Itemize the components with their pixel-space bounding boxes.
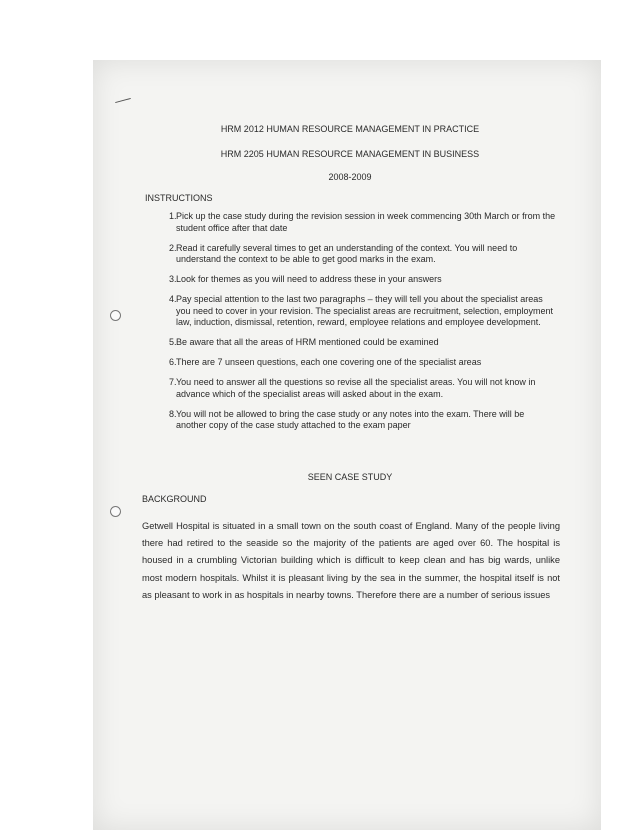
background-heading: BACKGROUND <box>142 494 207 504</box>
instruction-number: 8. <box>169 408 177 419</box>
document-content <box>140 124 560 614</box>
instruction-number: 2. <box>169 242 177 253</box>
instructions-list <box>140 211 560 432</box>
case-study-title: SEEN CASE STUDY <box>307 471 393 482</box>
instruction-text: Look for themes as you will need to address these in your answers <box>176 274 442 284</box>
instruction-item <box>140 211 560 234</box>
instruction-number: 7. <box>169 377 177 387</box>
instruction-item <box>140 357 560 369</box>
background-paragraph: Getwell Hospital is situated in a small town on the south coast of England. Many of the people living there had retired to the seaside so the majority of the patients are aged over 60. The hospital is housed in a crumbling Victorian building which is difficult to keep clean and has big wards, unlike most modern hospitals. Whilst it is pleasant living by the sea in the summer, the hospital itself is not as pleasant to work in as hospitals in nearby towns. Therefore there are a number of serious issues <box>142 520 560 601</box>
course-title-2: HRM 2205 HUMAN RESOURCE MANAGEMENT IN BUSINESS <box>220 148 480 159</box>
instruction-item <box>140 294 560 329</box>
instruction-item <box>140 274 560 286</box>
instruction-text: Pick up the case study during the revision session in week commencing 30th March or from the student office after that date <box>176 211 556 233</box>
instruction-text: There are 7 unseen questions, each one covering one of the specialist areas <box>176 357 482 367</box>
instruction-item <box>140 377 560 400</box>
instruction-text: Read it carefully several times to get an understanding of the context. You will need to understand the context to be able to get good marks in the exam. <box>176 242 518 264</box>
instruction-item <box>140 337 560 349</box>
punch-hole-bottom <box>110 506 121 517</box>
instruction-number: 1. <box>169 211 177 221</box>
instruction-text: Be aware that all the areas of HRM mentioned could be examined <box>176 337 439 347</box>
instruction-text: You need to answer all the questions so revise all the specialist areas. You will not know in advance which of the specialist areas will asked about in the exam. <box>176 377 536 399</box>
instruction-item <box>140 243 560 266</box>
instruction-number: 6. <box>169 357 177 367</box>
instruction-number: 4. <box>169 294 177 304</box>
academic-year: 2008-2009 <box>328 172 372 182</box>
instruction-number: 5. <box>169 337 177 347</box>
instruction-number: 3. <box>169 274 177 284</box>
punch-hole-top <box>110 310 121 321</box>
instructions-heading: INSTRUCTIONS <box>145 192 213 203</box>
instruction-text: Pay special attention to the last two paragraphs – they will tell you about the specialist areas you need to cover in your revision. The specialist areas are recruitment, selection, employment law, induction, dismissal, retention, reward, employee relations and employee development. <box>176 294 554 327</box>
instruction-text: You will not be allowed to bring the case study or any notes into the exam. There will be another copy of the case study attached to the exam paper <box>176 408 525 430</box>
instruction-item <box>140 409 560 432</box>
course-title-1: HRM 2012 HUMAN RESOURCE MANAGEMENT IN PRACTICE <box>220 124 480 134</box>
